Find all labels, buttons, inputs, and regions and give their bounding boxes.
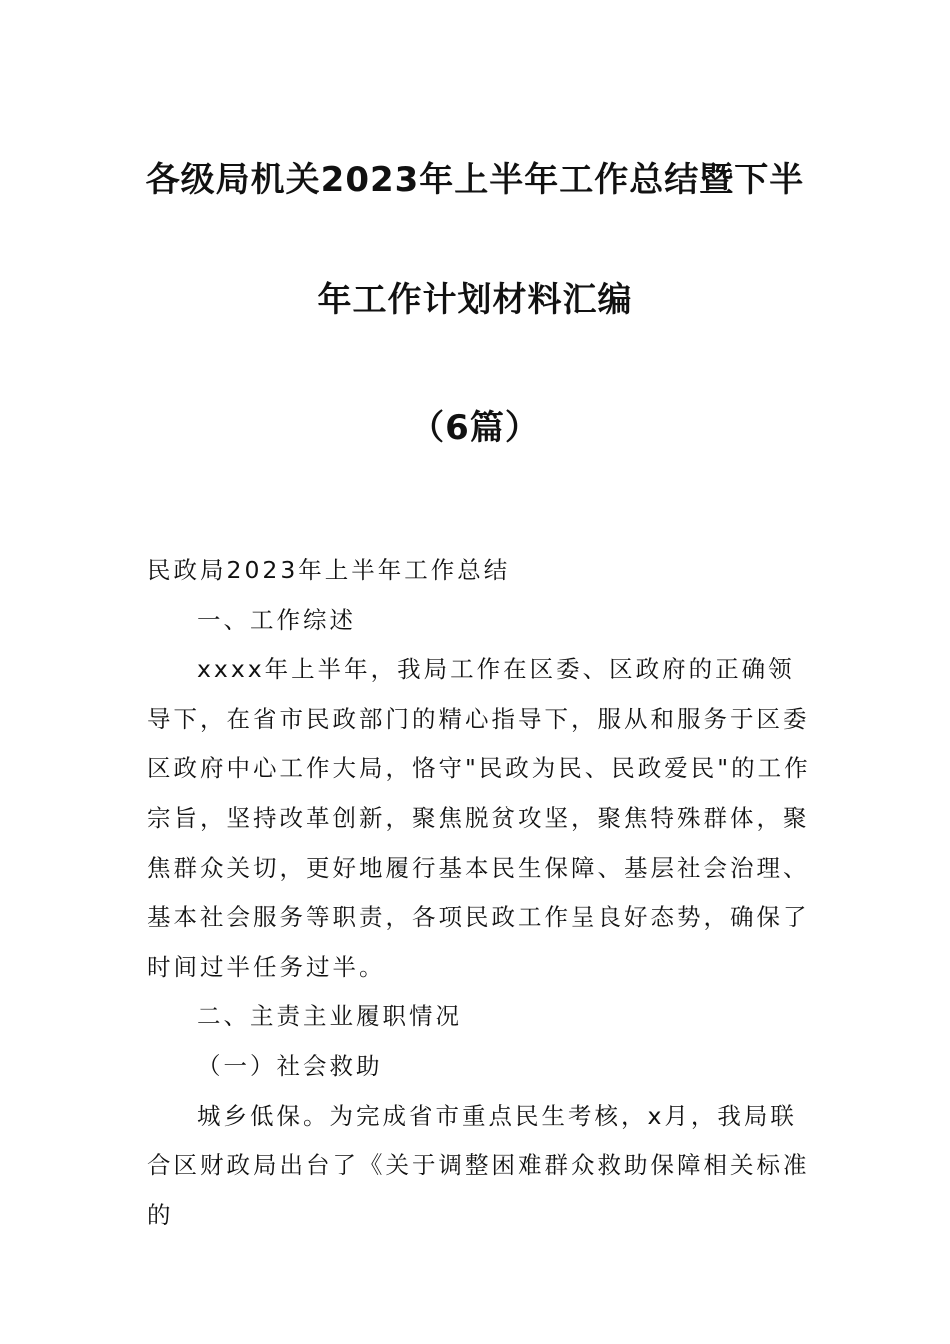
subheading-duties: 二、主责主业履职情况: [197, 1002, 462, 1031]
document-title-line-2: 年工作计划材料汇编: [317, 280, 633, 320]
paragraph-overview: xxxx年上半年，我局工作在区委、区政府的正确领导下，在省市民政部门的精心指导下，服从和服务于区委区政府中心工作大局，恪守"民政为民、民政爱民"的工作宗旨，坚持改革创新，聚焦脱贫攻坚，聚焦特殊群体，聚焦群众关切，更好地履行基本民生保障、基层社会治理、基本社会服务等职责，各项民政工作呈良好态势，确保了时间过半任务过半。: [147, 655, 811, 981]
document-title-line-1: 各级局机关2023年上半年工作总结暨下半: [145, 160, 805, 200]
document-body: [147, 546, 811, 1240]
section-heading: 民政局2023年上半年工作总结: [147, 556, 511, 584]
document-title-count: （6篇）: [410, 408, 540, 448]
paragraph-minimum-living: 城乡低保。为完成省市重点民生考核，x月，我局联合区财政局出台了《关于调整困难群众救助保障相关标准的: [147, 1101, 810, 1229]
subheading-social-assistance: （一）社会救助: [197, 1051, 383, 1080]
subheading-overview: 一、工作综述: [197, 605, 356, 634]
